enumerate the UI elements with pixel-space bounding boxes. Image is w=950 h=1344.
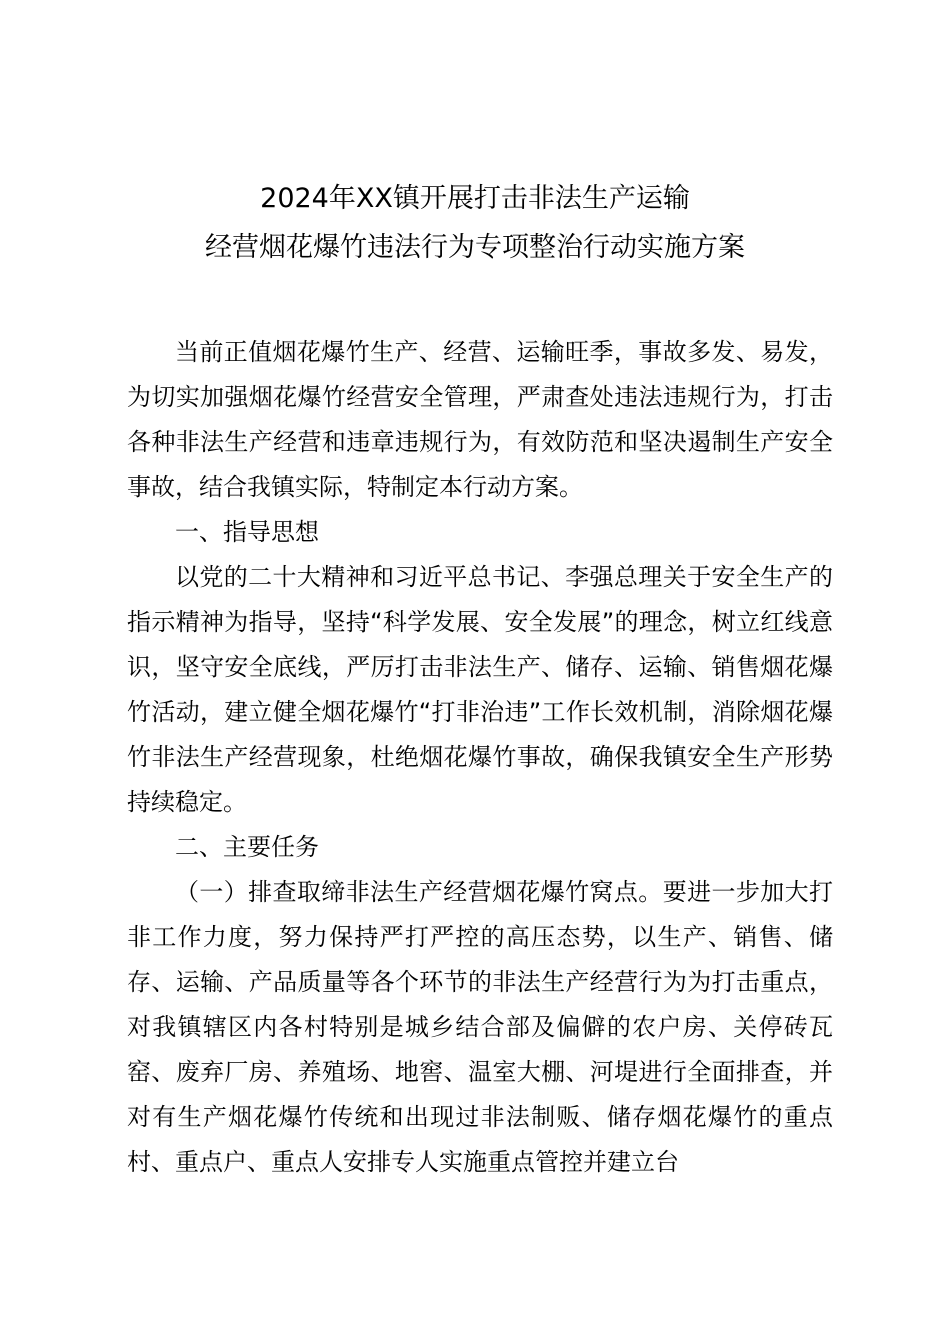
section-heading-guiding-ideology: 一、指导思想 bbox=[175, 518, 319, 546]
document-title-line-2: 经营烟花爆竹违法行为专项整治行动实施方案 bbox=[205, 232, 745, 263]
main-task-item-1-paragraph: （一）排查取缔非法生产经营烟花爆竹窝点。要进一步加大打非工作力度，努力保持严打严控的高压态势，以生产、销售、储存、运输、产品质量等各个环节的非法生产经营行为为打击重点，对我镇辖区内各村特别是城乡结合部及偏僻的农户房、关停砖瓦窑、废弃厂房、养殖场、地窖、温室大棚、河堤进行全面排查，并对有生产烟花爆竹传统和出现过非法制贩、储存烟花爆竹的重点村、重点户、重点人安排专人实施重点管控并建立台 bbox=[127, 878, 833, 1176]
guiding-ideology-paragraph: 以党的二十大精神和习近平总书记、李强总理关于安全生产的指示精神为指导，坚持“科学发展、安全发展”的理念，树立红线意识，坚守安全底线，严厉打击非法生产、储存、运输、销售烟花爆竹活动，建立健全烟花爆竹“打非治违”工作长效机制，消除烟花爆竹非法生产经营现象，杜绝烟花爆竹事故，确保我镇安全生产形势持续稳定。 bbox=[127, 563, 833, 816]
section-heading-main-tasks: 二、主要任务 bbox=[175, 833, 319, 861]
intro-paragraph: 当前正值烟花爆竹生产、经营、运输旺季，事故多发、易发，为切实加强烟花爆竹经营安全管理，严肃查处违法违规行为，打击各种非法生产经营和违章违规行为，有效防范和坚决遏制生产安全事故，结合我镇实际，特制定本行动方案。 bbox=[127, 338, 833, 501]
document-title-line-1: 2024年XX镇开展打击非法生产运输 bbox=[260, 183, 690, 214]
document-body bbox=[127, 330, 833, 1185]
